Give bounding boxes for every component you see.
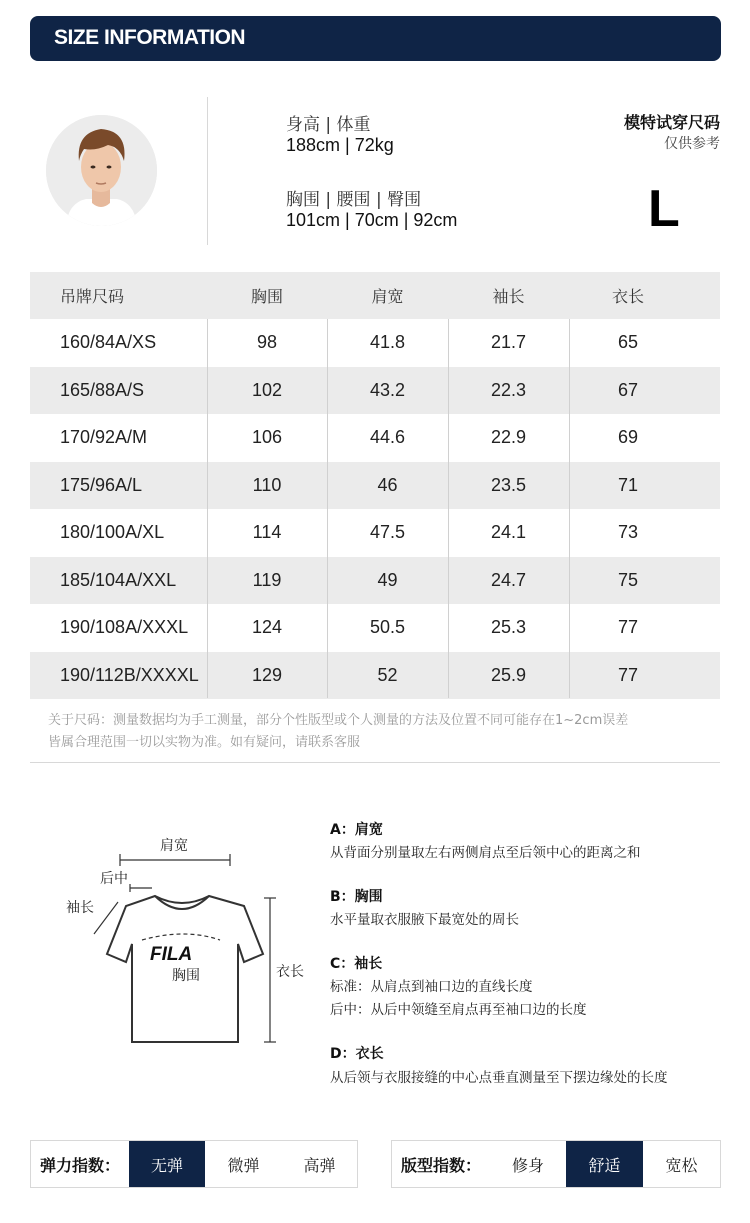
size-note-line2: 皆属合理范围一切以实物为准。如有疑问，请联系客服 xyxy=(48,735,361,750)
table-cell: 65 xyxy=(617,332,639,353)
table-header-cell: 胸围 xyxy=(250,287,283,306)
model-avatar xyxy=(46,115,157,226)
model-try-size-title: 模特试穿尺码 xyxy=(623,113,720,132)
model-divider xyxy=(207,97,208,245)
header-title: SIZE INFORMATION xyxy=(54,26,246,49)
elasticity-index xyxy=(30,1140,358,1188)
fit-index xyxy=(391,1140,721,1188)
table-cell: 22.9 xyxy=(490,427,527,448)
table-cell: 160/84A/XS xyxy=(60,332,157,353)
table-row xyxy=(30,604,720,652)
table-cell: 180/100A/XL xyxy=(60,522,165,543)
table-cell: 24.7 xyxy=(490,569,527,590)
table-row xyxy=(30,652,720,700)
fila-logo: FILA xyxy=(150,944,193,965)
table-row xyxy=(30,509,720,557)
elasticity-option-none[interactable]: 无弹 xyxy=(129,1141,205,1187)
table-cell: 24.1 xyxy=(490,522,527,543)
table-cell: 46 xyxy=(377,474,398,495)
def-length-text: 从后领与衣服接缝的中心点垂直测量至下摆边缘处的长度 xyxy=(330,1070,668,1086)
body-measure-value: 101cm | 70cm | 92cm xyxy=(286,210,458,230)
def-shoulder-title: A：肩宽 xyxy=(330,822,383,838)
table-cell: 73 xyxy=(617,522,639,543)
height-weight-label: 身高 | 体重 xyxy=(286,115,371,135)
table-cell: 190/108A/XXXL xyxy=(60,617,189,638)
table-cell: 102 xyxy=(251,379,283,400)
table-cell: 22.3 xyxy=(490,379,527,400)
fit-option-slim[interactable]: 修身 xyxy=(511,1155,544,1175)
table-cell: 106 xyxy=(251,427,283,448)
def-sleeve-text-standard: 标准：从肩点到袖口边的直线长度 xyxy=(330,979,533,995)
height-weight-value: 188cm | 72kg xyxy=(286,135,394,155)
def-chest-text: 水平量取衣服腋下最宽处的周长 xyxy=(330,912,519,928)
table-cell: 77 xyxy=(617,617,639,638)
table-cell: 124 xyxy=(251,617,283,638)
table-cell: 175/96A/L xyxy=(60,474,143,495)
elasticity-option-high[interactable]: 高弹 xyxy=(303,1155,336,1175)
table-row xyxy=(30,557,720,605)
table-cell: 50.5 xyxy=(369,617,406,638)
table-cell: 49 xyxy=(377,569,398,590)
table-header-cell: 衣长 xyxy=(611,287,644,306)
table-cell: 170/92A/M xyxy=(60,427,148,448)
table-cell: 185/104A/XXL xyxy=(60,569,177,590)
table-cell: 119 xyxy=(252,569,282,590)
fit-label: 版型指数： xyxy=(400,1155,481,1175)
table-header-row xyxy=(30,272,720,319)
table-cell: 47.5 xyxy=(369,522,406,543)
diagram-shoulder-label: 肩宽 xyxy=(160,838,188,854)
table-cell: 75 xyxy=(617,569,639,590)
table-cell: 44.6 xyxy=(369,427,406,448)
model-try-size-note: 仅供参考 xyxy=(664,136,720,152)
size-note-line1: 关于尺码：测量数据均为手工测量，部分个性版型或个人测量的方法及位置不同可能存在1~2cm误差 xyxy=(48,713,629,728)
diagram-chest-label: 胸围 xyxy=(172,968,200,984)
diagram-back-center-label: 后中 xyxy=(100,871,128,887)
size-table xyxy=(30,272,720,699)
tshirt-measure-diagram xyxy=(60,830,310,1054)
table-cell: 129 xyxy=(251,664,283,685)
table-row xyxy=(30,414,720,462)
table-cell: 165/88A/S xyxy=(60,379,145,400)
diagram-length-label: 衣长 xyxy=(276,964,304,980)
def-length-title: D：衣长 xyxy=(330,1046,384,1062)
def-shoulder-text: 从背面分别量取左右两侧肩点至后领中心的距离之和 xyxy=(330,845,641,861)
table-column-divider xyxy=(207,319,208,698)
table-row xyxy=(30,367,720,415)
table-cell: 21.7 xyxy=(490,332,527,353)
def-sleeve-title: C：袖长 xyxy=(330,956,383,972)
table-cell: 110 xyxy=(252,474,282,495)
diagram-sleeve-label: 袖长 xyxy=(66,900,94,916)
table-cell: 98 xyxy=(256,332,278,353)
table-header-cell: 吊牌尺码 xyxy=(60,287,125,306)
fit-option-loose[interactable]: 宽松 xyxy=(665,1155,698,1175)
table-column-divider xyxy=(327,319,328,698)
table-cell: 69 xyxy=(617,427,639,448)
table-cell: 25.3 xyxy=(490,617,527,638)
table-column-divider xyxy=(448,319,449,698)
elasticity-label: 弹力指数： xyxy=(39,1155,120,1175)
table-cell: 67 xyxy=(617,379,639,400)
table-cell: 77 xyxy=(617,664,639,685)
def-chest-title: B：胸围 xyxy=(330,889,383,905)
table-column-divider xyxy=(569,319,570,698)
elasticity-option-slight[interactable]: 微弹 xyxy=(227,1155,260,1175)
table-header-cell: 袖长 xyxy=(492,287,525,306)
table-header-cell: 肩宽 xyxy=(371,287,404,306)
section-divider xyxy=(30,762,720,763)
model-try-size-value: L xyxy=(648,180,680,238)
table-cell: 23.5 xyxy=(490,474,527,495)
table-row xyxy=(30,462,720,510)
size-info-header xyxy=(30,16,721,61)
table-row xyxy=(30,319,720,367)
table-cell: 43.2 xyxy=(369,379,406,400)
body-measure-label: 胸围 | 腰围 | 臀围 xyxy=(286,190,422,210)
table-cell: 52 xyxy=(377,664,398,685)
fit-option-comfort[interactable]: 舒适 xyxy=(566,1141,643,1187)
table-cell: 190/112B/XXXXL xyxy=(60,664,199,685)
table-cell: 114 xyxy=(252,522,282,543)
def-sleeve-text-back: 后中：从后中领缝至肩点再至袖口边的长度 xyxy=(330,1002,587,1018)
table-cell: 41.8 xyxy=(369,332,406,353)
table-cell: 71 xyxy=(617,474,639,495)
table-cell: 25.9 xyxy=(490,664,527,685)
